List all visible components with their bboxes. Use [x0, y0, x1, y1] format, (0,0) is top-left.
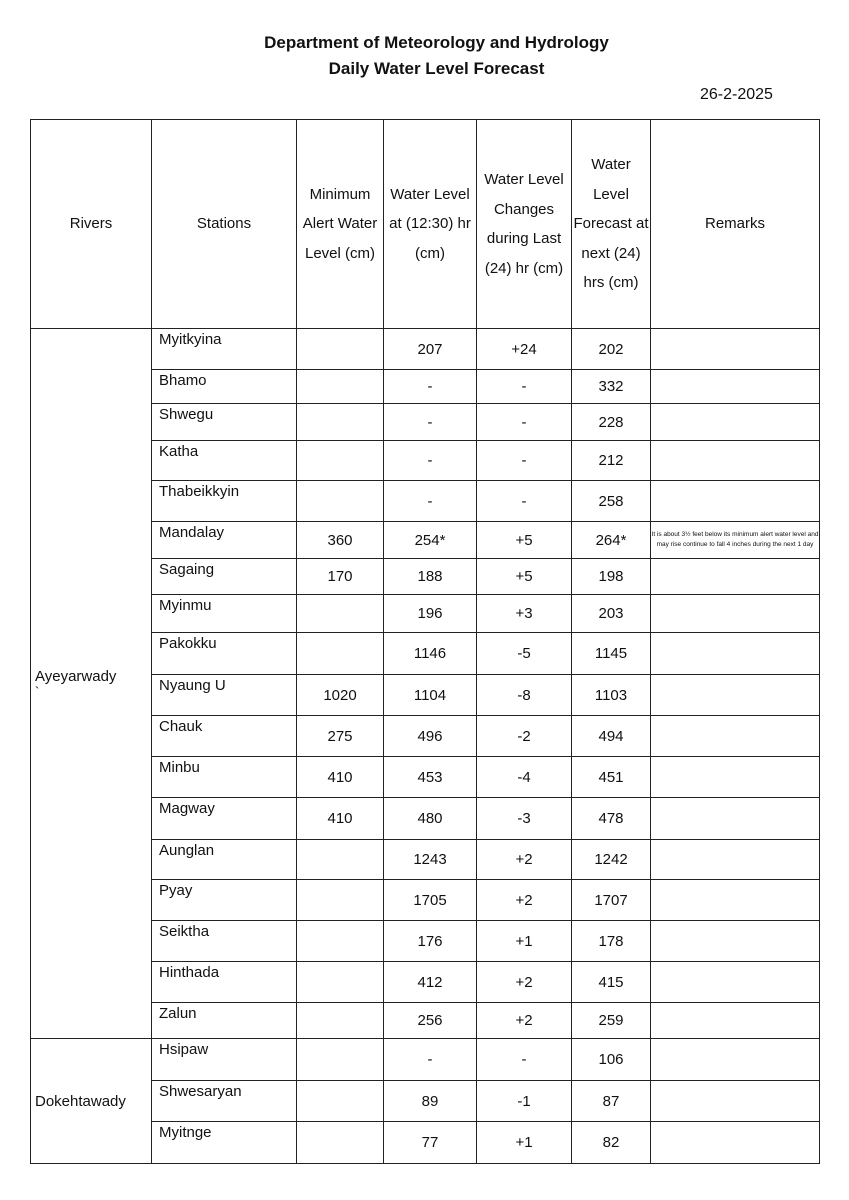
level-change-cell: -	[477, 370, 572, 404]
water-level-cell: 256	[384, 1003, 477, 1039]
col-header-rivers: Rivers	[31, 120, 152, 329]
level-change-cell: -	[477, 1039, 572, 1081]
remarks-cell	[651, 481, 820, 522]
forecast-cell: 178	[572, 921, 651, 962]
level-change-cell: -3	[477, 798, 572, 840]
forecast-title: Daily Water Level Forecast	[328, 59, 545, 78]
remarks-cell	[651, 441, 820, 481]
alert-level-cell: 1020	[297, 675, 384, 716]
station-name-cell: Shwegu	[152, 404, 297, 441]
river-mark: `	[35, 684, 40, 699]
remarks-cell	[651, 880, 820, 921]
remarks-cell	[651, 840, 820, 880]
station-name-cell: Shwesaryan	[152, 1081, 297, 1122]
level-change-cell: +24	[477, 329, 572, 370]
station-name-cell: Sagaing	[152, 559, 297, 595]
station-name-cell: Hinthada	[152, 962, 297, 1003]
col-header-forecast: Water Level Forecast at next (24) hrs (cm)	[572, 120, 651, 329]
remarks-cell	[651, 1039, 820, 1081]
alert-level-cell	[297, 1039, 384, 1081]
alert-level-cell	[297, 370, 384, 404]
forecast-cell: 203	[572, 595, 651, 633]
alert-level-cell	[297, 880, 384, 921]
forecast-cell: 415	[572, 962, 651, 1003]
level-change-cell: +2	[477, 962, 572, 1003]
remarks-cell	[651, 716, 820, 757]
table-row	[31, 1039, 820, 1081]
station-name-cell: Minbu	[152, 757, 297, 798]
remarks-cell	[651, 404, 820, 441]
remarks-cell: It is about 3½ feet below its minimum alert water level and may rise continue to fall 4 inches during the next 1 day	[651, 522, 820, 559]
station-name-cell: Aunglan	[152, 840, 297, 880]
forecast-cell: 1103	[572, 675, 651, 716]
alert-level-cell	[297, 441, 384, 481]
water-level-cell: -	[384, 370, 477, 404]
station-name-cell: Pakokku	[152, 633, 297, 675]
station-name-cell: Thabeikkyin	[152, 481, 297, 522]
station-name-cell: Myitkyina	[152, 329, 297, 370]
alert-level-cell: 410	[297, 757, 384, 798]
water-level-cell: -	[384, 1039, 477, 1081]
station-name-cell: Mandalay	[152, 522, 297, 559]
level-change-cell: +5	[477, 522, 572, 559]
department-title: Department of Meteorology and Hydrology	[264, 33, 609, 52]
remarks-cell	[651, 921, 820, 962]
station-name-cell: Seiktha	[152, 921, 297, 962]
report-date: 26-2-2025	[700, 86, 773, 103]
table-body	[31, 329, 820, 1164]
station-name-cell: Chauk	[152, 716, 297, 757]
forecast-cell: 106	[572, 1039, 651, 1081]
station-name-cell: Nyaung U	[152, 675, 297, 716]
level-change-cell: +5	[477, 559, 572, 595]
alert-level-cell	[297, 840, 384, 880]
level-change-cell: +1	[477, 921, 572, 962]
forecast-cell: 332	[572, 370, 651, 404]
water-level-cell: 412	[384, 962, 477, 1003]
station-name-cell: Bhamo	[152, 370, 297, 404]
remarks-cell	[651, 1003, 820, 1039]
level-change-cell: +2	[477, 880, 572, 921]
station-name-cell: Pyay	[152, 880, 297, 921]
alert-level-cell	[297, 1081, 384, 1122]
forecast-cell: 451	[572, 757, 651, 798]
station-name-cell: Zalun	[152, 1003, 297, 1039]
alert-level-cell: 410	[297, 798, 384, 840]
remarks-cell	[651, 1122, 820, 1164]
level-change-cell: -5	[477, 633, 572, 675]
water-level-cell: 176	[384, 921, 477, 962]
forecast-cell: 264*	[572, 522, 651, 559]
forecast-cell: 1242	[572, 840, 651, 880]
col-header-alert-level: Minimum Alert Water Level (cm)	[297, 120, 384, 329]
col-header-water-level: Water Level at (12:30) hr (cm)	[384, 120, 477, 329]
river-name-cell	[31, 1039, 152, 1164]
river-name: Ayeyarwady	[35, 668, 117, 685]
level-change-cell: -	[477, 441, 572, 481]
station-name-cell: Magway	[152, 798, 297, 840]
level-change-cell: -1	[477, 1081, 572, 1122]
remarks-cell	[651, 559, 820, 595]
forecast-cell: 478	[572, 798, 651, 840]
water-level-cell: -	[384, 481, 477, 522]
forecast-cell: 494	[572, 716, 651, 757]
level-change-cell: -	[477, 404, 572, 441]
water-level-cell: 480	[384, 798, 477, 840]
water-level-cell: 254*	[384, 522, 477, 559]
water-level-cell: 196	[384, 595, 477, 633]
remarks-cell	[651, 595, 820, 633]
alert-level-cell	[297, 595, 384, 633]
remarks-cell	[651, 370, 820, 404]
forecast-cell: 259	[572, 1003, 651, 1039]
water-level-table	[30, 119, 820, 1164]
remarks-cell	[651, 329, 820, 370]
forecast-cell: 202	[572, 329, 651, 370]
level-change-cell: -	[477, 481, 572, 522]
forecast-cell: 87	[572, 1081, 651, 1122]
station-name-cell: Myinmu	[152, 595, 297, 633]
forecast-cell: 198	[572, 559, 651, 595]
remarks-cell	[651, 798, 820, 840]
station-name-cell: Hsipaw	[152, 1039, 297, 1081]
document-title	[0, 30, 849, 82]
remarks-cell	[651, 633, 820, 675]
remarks-cell	[651, 1081, 820, 1122]
level-change-cell: -8	[477, 675, 572, 716]
water-level-cell: 1146	[384, 633, 477, 675]
forecast-cell: 82	[572, 1122, 651, 1164]
level-change-cell: +1	[477, 1122, 572, 1164]
water-level-cell: 89	[384, 1081, 477, 1122]
alert-level-cell	[297, 1003, 384, 1039]
forecast-cell: 258	[572, 481, 651, 522]
water-level-cell: 1243	[384, 840, 477, 880]
alert-level-cell	[297, 329, 384, 370]
level-change-cell: -4	[477, 757, 572, 798]
alert-level-cell	[297, 404, 384, 441]
level-change-cell: -2	[477, 716, 572, 757]
water-level-cell: 1705	[384, 880, 477, 921]
alert-level-cell: 360	[297, 522, 384, 559]
alert-level-cell: 275	[297, 716, 384, 757]
water-level-cell: 1104	[384, 675, 477, 716]
water-level-cell: 453	[384, 757, 477, 798]
level-change-cell: +2	[477, 1003, 572, 1039]
remarks-cell	[651, 757, 820, 798]
water-level-cell: 77	[384, 1122, 477, 1164]
forecast-cell: 212	[572, 441, 651, 481]
water-level-cell: 496	[384, 716, 477, 757]
forecast-cell: 1707	[572, 880, 651, 921]
header-row	[31, 120, 820, 329]
alert-level-cell	[297, 481, 384, 522]
table-row	[31, 329, 820, 370]
level-change-cell: +2	[477, 840, 572, 880]
alert-level-cell	[297, 633, 384, 675]
river-name-cell	[31, 329, 152, 1039]
alert-level-cell	[297, 962, 384, 1003]
water-level-cell: -	[384, 404, 477, 441]
forecast-cell: 1145	[572, 633, 651, 675]
alert-level-cell	[297, 1122, 384, 1164]
water-level-cell: -	[384, 441, 477, 481]
level-change-cell: +3	[477, 595, 572, 633]
river-name: Dokehtawady	[35, 1092, 126, 1110]
forecast-cell: 228	[572, 404, 651, 441]
station-name-cell: Myitnge	[152, 1122, 297, 1164]
remarks-cell	[651, 675, 820, 716]
col-header-level-change: Water Level Changes during Last (24) hr (cm)	[477, 120, 572, 329]
alert-level-cell	[297, 921, 384, 962]
station-name-cell: Katha	[152, 441, 297, 481]
water-level-cell: 188	[384, 559, 477, 595]
alert-level-cell: 170	[297, 559, 384, 595]
remarks-cell	[651, 962, 820, 1003]
water-level-cell: 207	[384, 329, 477, 370]
col-header-stations: Stations	[152, 120, 297, 329]
col-header-remarks: Remarks	[651, 120, 820, 329]
